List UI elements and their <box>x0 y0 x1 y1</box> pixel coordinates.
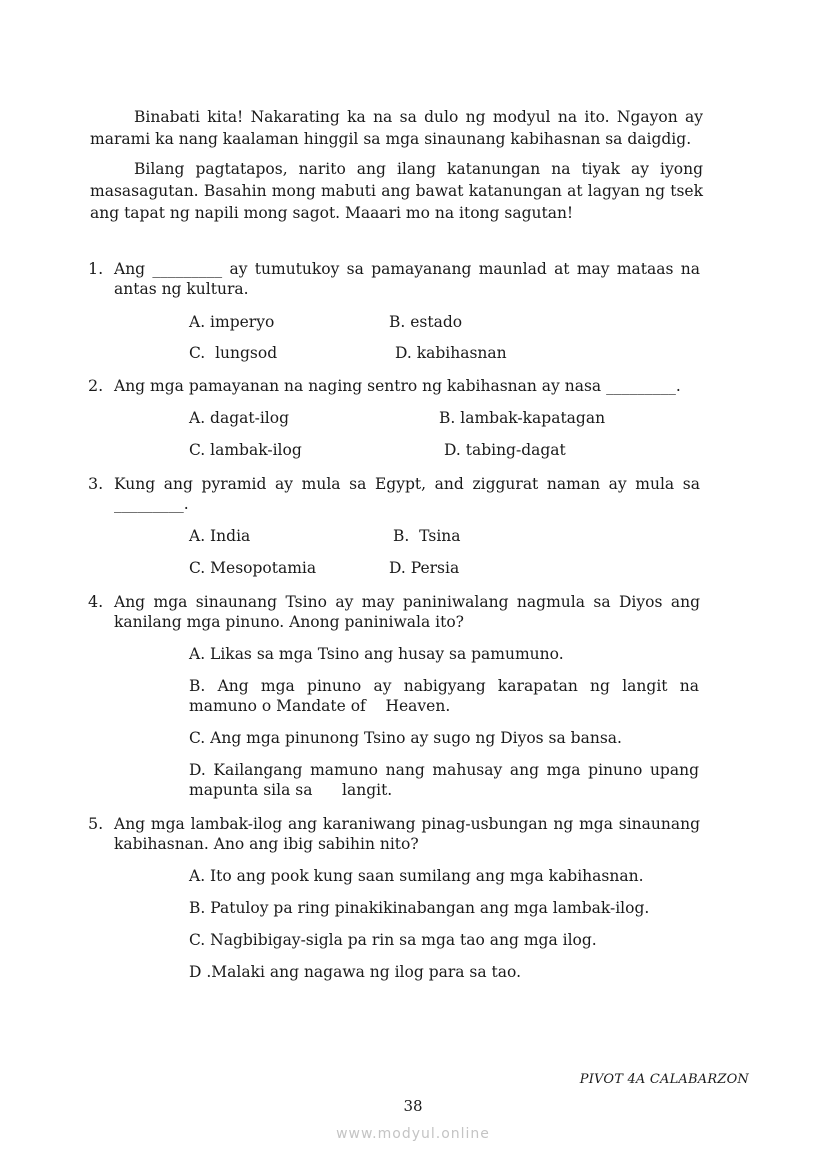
watermark: www.modyul.online <box>336 1126 490 1142</box>
question-2-option-a: A. dagat-ilog <box>189 409 290 427</box>
question-2-text: Ang mga pamayanan na naging sentro ng kabihasnan ay nasa _________. <box>114 377 681 395</box>
question-1-text: Ang _________ ay tumutukoy sa pamayanang maunlad at may mataas na antas ng kultura. <box>114 260 700 298</box>
question-3-number: 3. <box>88 474 104 493</box>
question-4-option-d: D. Kailangang mamuno nang mahusay ang mga pinuno upang mapunta sila sa langit. <box>189 761 704 799</box>
question-1-option-d: D. kabihasnan <box>395 344 507 362</box>
question-4-option-c: C. Ang mga pinunong Tsino ay sugo ng Diyos sa bansa. <box>189 729 622 747</box>
question-1-option-a: A. imperyo <box>189 313 275 331</box>
question-4-option-a: A. Likas sa mga Tsino ang husay sa pamumuno. <box>189 645 564 663</box>
question-1-number: 1. <box>88 259 104 278</box>
question-1-option-c: C. lungsod <box>189 344 278 362</box>
intro-paragraph-2: Bilang pagtatapos, narito ang ilang katanungan na tiyak ay iyong masasagutan. Basahin mong mabuti ang bawat katanungan at lagyan ng tsek ang tapat ng napili mong sagot. Maaari mo na itong sagutan! <box>90 160 703 222</box>
question-5-number: 5. <box>88 814 104 833</box>
question-4-text: Ang mga sinaunang Tsino ay may paniniwalang nagmula sa Diyos ang kanilang mga pinuno. Anong paniniwala ito? <box>114 593 700 631</box>
question-3-option-a: A. India <box>189 527 251 545</box>
question-2-option-c: C. lambak-ilog <box>189 441 302 459</box>
question-5-option-a: A. Ito ang pook kung saan sumilang ang mga kabihasnan. <box>189 867 644 885</box>
question-3-option-c: C. Mesopotamia <box>189 559 317 577</box>
question-3-option-d: D. Persia <box>389 559 460 577</box>
question-5-text: Ang mga lambak-ilog ang karaniwang pinag-usbungan ng mga sinaunang kabihasnan. Ano ang ibig sabihin nito? <box>114 815 700 853</box>
question-2-option-d: D. tabing-dagat <box>444 441 566 459</box>
question-3-option-b: B. Tsina <box>393 527 461 545</box>
question-2-option-b: B. lambak-kapatagan <box>439 409 606 427</box>
intro-paragraph-1: Binabati kita! Nakarating ka na sa dulo ng modyul na ito. Ngayon ay marami ka nang kaalaman hinggil sa mga sinaunang kabihasnan sa daigdig. <box>90 108 703 148</box>
question-2-number: 2. <box>88 376 104 395</box>
question-4-option-b: B. Ang mga pinuno ay nabigyang karapatan ng langit na mamuno o Mandate of Heaven. <box>189 677 704 715</box>
question-5-option-c: C. Nagbibigay-sigla pa rin sa mga tao ang mga ilog. <box>189 931 597 949</box>
page-number: 38 <box>403 1097 423 1115</box>
question-5-option-d: D .Malaki ang nagawa ng ilog para sa tao. <box>189 963 522 981</box>
question-5-option-b: B. Patuloy pa ring pinakikinabangan ang mga lambak-ilog. <box>189 899 650 917</box>
question-4-number: 4. <box>88 592 104 611</box>
question-1-option-b: B. estado <box>389 313 463 331</box>
footer-label: PIVOT 4A CALABARZON <box>579 1072 749 1087</box>
question-3-text: Kung ang pyramid ay mula sa Egypt, and ziggurat naman ay mula sa _________. <box>114 475 700 513</box>
